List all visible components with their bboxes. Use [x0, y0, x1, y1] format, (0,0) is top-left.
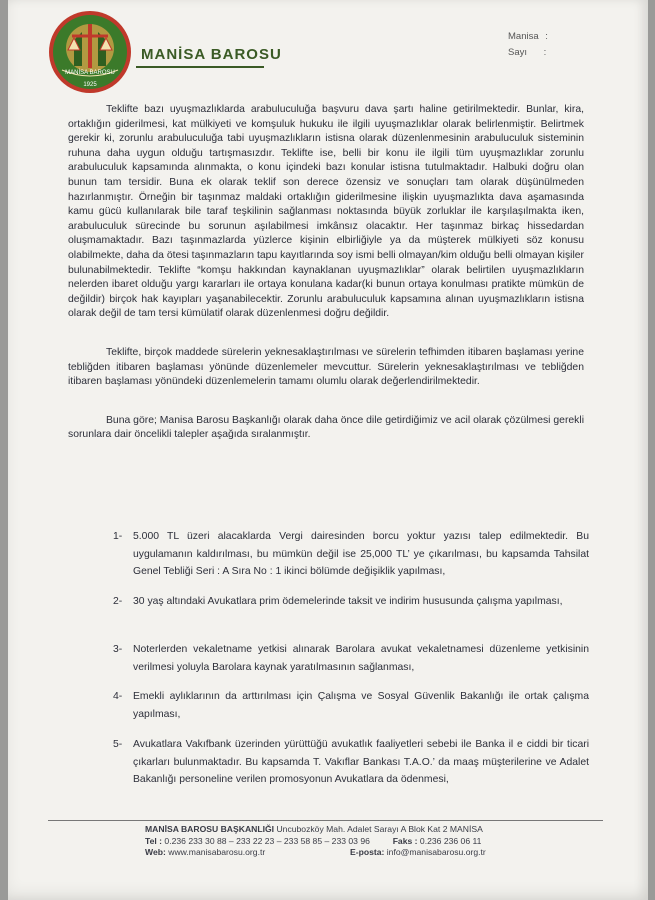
- footer-tel: 0.236 233 30 88 – 233 22 23 – 233 58 85 – 233 03 96: [164, 835, 370, 846]
- list-item-number: 1-: [113, 531, 123, 542]
- footer-phone-row: [145, 836, 486, 848]
- footer-web-row: [145, 847, 486, 859]
- paragraph: Buna göre; Manisa Barosu Başkanlığı olarak daha önce dile getirdiğimiz ve acil olarak çözülmesi gerekli sorunlara dair öncelikli talepler aşağıda sıralanmıştır.: [68, 414, 584, 441]
- letter-footer: [145, 824, 486, 859]
- list-item: [113, 736, 589, 789]
- list-item-number: 5-: [113, 739, 123, 750]
- footer-address-row: [145, 824, 486, 836]
- footer-fax-label: Faks :: [392, 835, 418, 846]
- meta-city-value: :: [545, 31, 548, 42]
- seal-year: 1925: [83, 82, 97, 88]
- letter-body: [68, 103, 584, 443]
- list-item: [113, 593, 589, 611]
- list-item-number: 2-: [113, 596, 123, 607]
- list-item: [113, 528, 589, 581]
- list-item-number: 4-: [113, 691, 123, 702]
- list-item-text: Avukatlara Vakıfbank üzerinden yürüttüğü avukatlık faaliyetleri sebebi ile Banka il e ciddi bir ticari çıkarları bulunmaktadır. Bu kapsamda T. Vakıflar Bankası T.A.O.’ da maaş müşterilerine ve Adalet Bakanlığı personeline verilen promosyonun Avukatlara da ödenmesi,: [133, 739, 589, 785]
- list-item-text: 5.000 TL üzeri alacaklarda Vergi dairesinden borcu yoktur yazısı talep edilmektedir. Bu uygulamanın kaldırılması, bu mümkün değil ise 25,000 TL’ ye çıkarılması, bu kapsamda Tahsilat Genel Tebliği Seri : A Sıra No : 1 ikinci bölümde değişiklik yapılması,: [133, 531, 589, 577]
- list-item-text: Noterlerden vekaletname yetkisi alınarak Barolara avukat vekaletnamesi düzenleme yetkisinin verilmesi yoluyla Barolara kaynak yaratılmasının sağlanması,: [133, 644, 589, 673]
- meta-city-label: Manisa: [508, 31, 539, 42]
- list-item-text: 30 yaş altındaki Avukatlara prim ödemelerinde taksit ve indirim hususunda çalışma yapılması,: [133, 596, 563, 607]
- letter-page: [8, 0, 648, 900]
- list-item-number: 3-: [113, 644, 123, 655]
- meta-number-label: Sayı: [508, 47, 528, 58]
- footer-fax: 0.236 236 06 11: [419, 835, 482, 846]
- list-item-text: Emekli aylıklarının da arttırılması için Çalışma ve Sosyal Güvenlik Bakanlığı ile ortak çalışma yapılması,: [133, 691, 589, 720]
- footer-web-link[interactable]: www.manisabarosu.org.tr: [168, 847, 266, 857]
- footer-web-label: Web:: [145, 847, 166, 857]
- bar-association-seal-icon: [48, 10, 132, 94]
- footer-divider: [48, 820, 603, 821]
- paragraph: Teklifte bazı uyuşmazlıklarda arabuluculuğa başvuru dava şartı haline getirilmektedir. Bunlar, kira, ortaklığın giderilmesi, kat mülkiyeti ve komşuluk hukuku ile ilgili uyuşmazlıklar olarak belirlenmiştir. Belirtmek gerekir ki, zorunlu arabuluculuğa tabi uyuşmazlıkların istisna olarak düzenlenmesinin arabuluculuk sisteminin ruhuna daha uygun olduğu tartışmasızdır. Teklifte ise, belli bir konu ile ilgili tüm uyuşmazlıklar zorunlu arabuluculuk kapsamında alınmakta, o konu içindeki bazı konular istisna tutulmaktadır. Halbuki doğru olan bunun tam tersidir. Buna ek olarak teklif son derece özensiz ve sonuçları tam olarak düşünülmeden hazırlanmıştır. Örneğin bir taşınmaz maldaki ortaklığın giderilmesine ilişkin uyuşmazlıkta dava aşamasında kamu gücü kullanılarak bile taraf teşkilinin sağlanması noktasında büyük zorluklar ile karşılaşılmakta iken, arabuluculuk sürecinde bu sorunun aşılabilmesi imkânsız olacaktır. Her taşınmaz birkaç hissedardan oluşmamaktadır. Bazı taşınmazlarda yüzlerce kişinin elbirliğiyle ya da müşterek mülkiyeti söz konusu olabilmekte, daha da ötesi taşınmazların tapu kayıtlarında soy ismi belli olmayan/kim olduğu belli olmayan kişiler bulunabilmektedir. Teklifte “komşu hakkından kaynaklanan uyuşmazlıklar” olarak belirtilen uyuşmazlıkların nelerden ibaret olduğu yargı kararları ile ortaya konulana kadar(ki bunun ortaya konulması pratikte mümkün de değildir) birçok hak kayıpları yaşanabilecektir. Zorunlu arabuluculuk kapsamına alınan uyuşmazlıkların istisna olarak değil de tam tersi kümülatif olarak düzenlenmesi doğru değildir.: [68, 104, 584, 320]
- list-item: [113, 688, 589, 723]
- meta-number: [508, 46, 546, 60]
- paragraph: Teklifte, birçok maddede sürelerin yeknesaklaştırılması ve sürelerin tefhimden itibaren başlaması yerine tebliğden itibaren başlaması yönünde düzenlemeler mevcuttur. Sürelerin yeknesaklaştırılması ve tebliğden itibaren başlaması yönündeki düzenlemelerin tamamı olumlu olarak değerlendirilmektedir.: [68, 346, 584, 388]
- org-name: MANİSA BAROSU: [141, 46, 282, 63]
- org-name-underline: [136, 66, 264, 68]
- seal-text: MANİSA BAROSU: [65, 70, 115, 76]
- meta-number-value: :: [543, 47, 547, 58]
- footer-email-label: E-posta:: [350, 847, 385, 857]
- footer-org: MANİSA BAROSU BAŞKANLIĞI: [145, 824, 275, 834]
- footer-address: Uncubozköy Mah. Adalet Sarayı A Blok Kat 2 MANİSA: [276, 824, 483, 834]
- footer-email-link[interactable]: info@manisabarosu.org.tr: [386, 847, 486, 857]
- list-item: [113, 641, 589, 676]
- footer-tel-label: Tel :: [145, 835, 163, 846]
- meta-city: [508, 30, 548, 44]
